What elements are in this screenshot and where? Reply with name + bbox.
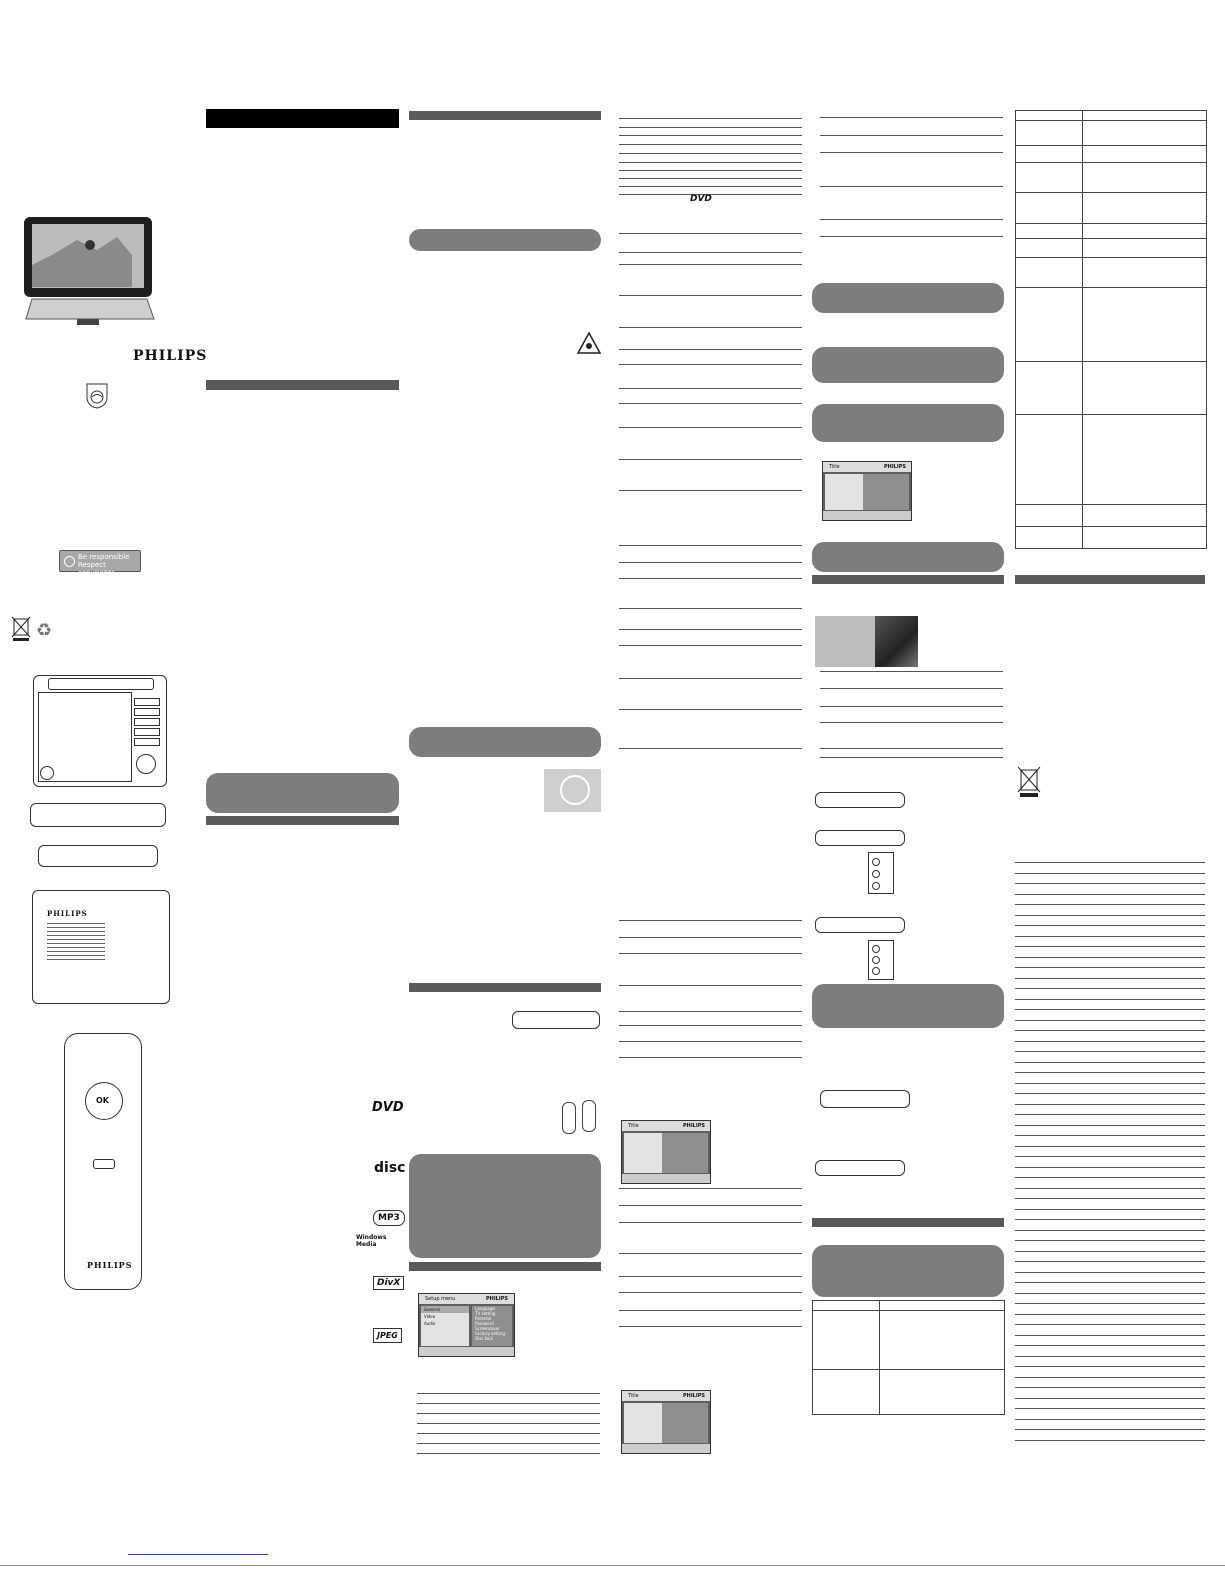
rule (1015, 925, 1205, 926)
rule (820, 688, 1003, 689)
rule (1015, 936, 1205, 937)
note-box-c2 (206, 773, 399, 813)
rule (619, 678, 802, 679)
rule (417, 1413, 600, 1414)
setup-sub-item[interactable]: Screensaver (475, 1326, 500, 1331)
jpeg-logo-text: JPEG (377, 1331, 398, 1340)
remote-brand: PHILIPS (87, 1260, 133, 1270)
file-list-brand-2: PHILIPS (682, 1393, 705, 1399)
rule (1015, 883, 1205, 884)
rule (1015, 1167, 1205, 1168)
rule (1015, 1188, 1205, 1189)
rule (1015, 1114, 1205, 1115)
rule (619, 920, 802, 921)
rule (619, 1041, 802, 1042)
rule (1015, 1135, 1205, 1136)
rule (1015, 1272, 1205, 1273)
section-bar-c5-2 (812, 1218, 1004, 1227)
rule (1015, 1041, 1205, 1042)
rule (619, 295, 802, 296)
note-box-c5-3 (812, 404, 1004, 442)
badge-line-1: Be responsible (78, 553, 130, 561)
rule (820, 748, 1003, 749)
rule (417, 1433, 600, 1434)
note-box-c3-1 (409, 229, 601, 251)
spec-table (1015, 110, 1207, 549)
wma-logo-text: Windows Media (356, 1234, 387, 1248)
rule (1015, 1282, 1205, 1283)
rule (1015, 1398, 1205, 1399)
rule (619, 178, 802, 179)
section-bar-c2-2 (206, 816, 399, 825)
ok-button[interactable]: OK (96, 1096, 109, 1105)
badge-line-2: Respect copyrights (78, 561, 115, 577)
rule (1015, 1408, 1205, 1409)
rule (1015, 1366, 1205, 1367)
rule (820, 757, 1003, 758)
rule (619, 1011, 802, 1012)
dvd-logo-text: DVD (372, 1100, 404, 1115)
section-bar-c6 (1015, 575, 1205, 584)
rule (1015, 873, 1205, 874)
note-box-c5-2 (812, 347, 1004, 383)
title-bar (206, 109, 399, 128)
dvd-video-logo-c4 (690, 194, 712, 204)
device-top-view (33, 675, 167, 787)
rule (619, 403, 802, 404)
note-box-c5-6 (812, 1245, 1004, 1297)
rule (820, 186, 1003, 187)
rule (820, 706, 1003, 707)
rule (1015, 1209, 1205, 1210)
rule (619, 985, 802, 986)
rule (619, 153, 802, 154)
rule (619, 937, 802, 938)
file-list-title: Title (628, 1123, 639, 1129)
rule (619, 578, 802, 579)
disc-logo (374, 1160, 405, 1176)
rule (619, 233, 802, 234)
device-bottom-view (32, 890, 170, 1004)
weee-bin-icon (10, 613, 32, 641)
rule (619, 1292, 802, 1293)
rule (1015, 1009, 1205, 1010)
power-connection-diagram (512, 1011, 600, 1029)
rule (619, 144, 802, 145)
footer-link[interactable] (128, 1554, 268, 1555)
rule (1015, 946, 1205, 947)
rule (1015, 904, 1205, 905)
rule (417, 1393, 600, 1394)
rule (619, 645, 802, 646)
setup-item-audio[interactable]: Audio (424, 1321, 436, 1326)
rule (1015, 1261, 1205, 1262)
file-list-brand-3: PHILIPS (883, 464, 906, 470)
copyright-badge (59, 550, 141, 577)
rule (1015, 1177, 1205, 1178)
section-bar-c3-1 (409, 111, 601, 120)
file-list-title-2: Title (628, 1393, 639, 1399)
rule (619, 327, 802, 328)
file-list-screen-1 (621, 1120, 711, 1184)
file-list-screen-2 (621, 1390, 711, 1454)
rule (1015, 1440, 1205, 1441)
rule (619, 953, 802, 954)
rule (1015, 1303, 1205, 1304)
rule (1015, 894, 1205, 895)
mp3-logo-text: MP3 (378, 1213, 400, 1223)
mp3-logo (373, 1210, 405, 1226)
rule (1015, 1156, 1205, 1157)
rule (1015, 1251, 1205, 1252)
rule (1015, 1093, 1205, 1094)
av-jacks-box (868, 940, 894, 980)
rule (1015, 1314, 1205, 1315)
note-box-c3-3 (409, 1154, 601, 1258)
rule (1015, 1020, 1205, 1021)
rule (619, 490, 802, 491)
tv-jacks-box (868, 852, 894, 894)
setup-sub-item[interactable]: Language (475, 1306, 495, 1311)
rule (619, 1310, 802, 1311)
hearing-warning-icon (577, 332, 601, 354)
note-box-c5-4 (812, 542, 1004, 572)
divx-logo-text: DivX (377, 1278, 401, 1288)
rule (820, 722, 1003, 723)
philips-shield-icon (86, 383, 108, 409)
rule (1015, 957, 1205, 958)
rule (1015, 1356, 1205, 1357)
rule (619, 562, 802, 563)
setup-sub-item[interactable]: Disc lock (475, 1336, 493, 1341)
rule (619, 709, 802, 710)
rule (619, 427, 802, 428)
osd-screenshot (815, 616, 918, 667)
file-list-title-3: Title (829, 464, 840, 470)
setup-menu-screen (418, 1293, 515, 1357)
rule (619, 252, 802, 253)
page-bottom-rule (0, 1565, 1225, 1566)
rule (619, 170, 802, 171)
rule (1015, 915, 1205, 916)
note-box-c5-1 (812, 283, 1004, 313)
tv-connection-diagram (815, 830, 905, 846)
troubleshoot-table-c5 (812, 1300, 1005, 1415)
rule (1015, 1429, 1205, 1430)
amp-diagram (815, 1160, 905, 1176)
rule (820, 236, 1003, 237)
rule (619, 264, 802, 265)
setup-sub-item[interactable]: Password (475, 1321, 494, 1326)
philips-wordmark: PHILIPS (133, 348, 208, 364)
rule (619, 1205, 802, 1206)
rule (1015, 1324, 1205, 1325)
wma-logo (356, 1234, 387, 1248)
rule (619, 1025, 802, 1026)
rule (619, 1326, 802, 1327)
divx-logo (373, 1276, 404, 1290)
product-photo (22, 215, 157, 333)
rule (619, 748, 802, 749)
note-box-c3-2 (409, 727, 601, 757)
battery-diagram (560, 1100, 600, 1150)
rule (820, 152, 1003, 153)
rule (417, 1443, 600, 1444)
setup-item-video[interactable]: Video (424, 1314, 436, 1319)
rule (820, 117, 1003, 118)
rule (1015, 1083, 1205, 1084)
section-bar-c2-1 (206, 380, 399, 390)
rule (417, 1453, 600, 1454)
rule (619, 459, 802, 460)
rule (1015, 988, 1205, 989)
rule (619, 1253, 802, 1254)
rule (619, 608, 802, 609)
rule (1015, 1062, 1205, 1063)
rule (619, 186, 802, 187)
rule (1015, 1051, 1205, 1052)
setup-sub-item[interactable]: Parental (475, 1316, 492, 1321)
rule (417, 1423, 600, 1424)
dvd-logo (372, 1100, 404, 1115)
device-side-panel (38, 845, 158, 867)
rule (619, 127, 802, 128)
section-bar-c3-3 (409, 1262, 601, 1271)
rule (1015, 967, 1205, 968)
disc-logo-text: disc (374, 1160, 406, 1176)
rule (1015, 1030, 1205, 1031)
rule (1015, 1230, 1205, 1231)
weee-bin-icon-c6 (1016, 763, 1042, 797)
rule (1015, 1125, 1205, 1126)
rule (820, 135, 1003, 136)
setup-sub-item[interactable]: Factory setting (475, 1331, 505, 1336)
copyright-icon (64, 556, 75, 567)
rule (1015, 1293, 1205, 1294)
rule (1015, 1146, 1205, 1147)
side-panel-diagram-1 (815, 792, 905, 808)
setup-menu-brand: PHILIPS (485, 1296, 508, 1302)
headphone-diagram (820, 1090, 910, 1108)
disc-handling-image (544, 769, 601, 812)
rule (619, 388, 802, 389)
rule (619, 135, 802, 136)
rule (619, 162, 802, 163)
rule (619, 1188, 802, 1189)
rule (619, 1276, 802, 1277)
rule (619, 1222, 802, 1223)
recycle-icon: ♻ (36, 620, 53, 641)
file-list-screen-3 (822, 461, 912, 521)
remote-control (64, 1033, 142, 1290)
rule (1015, 1104, 1205, 1105)
rule (1015, 978, 1205, 979)
section-bar-c5-1 (812, 575, 1004, 584)
rule (1015, 1345, 1205, 1346)
file-list-brand: PHILIPS (682, 1123, 705, 1129)
rule (619, 1057, 802, 1058)
jpeg-logo (373, 1328, 402, 1343)
device-front-edge (30, 803, 166, 827)
rule (1015, 1335, 1205, 1336)
rule (619, 118, 802, 119)
rule (1015, 999, 1205, 1000)
setup-menu-title: Setup menu (425, 1296, 456, 1302)
av-connection-diagram (815, 917, 905, 933)
section-bar-c3-2 (409, 983, 601, 992)
note-box-c5-5 (812, 984, 1004, 1028)
rule (820, 671, 1003, 672)
setup-sub-item[interactable]: TV setting (475, 1311, 496, 1316)
rule (1015, 1377, 1205, 1378)
rule (1015, 1387, 1205, 1388)
rule (1015, 1072, 1205, 1073)
rule (619, 545, 802, 546)
rule (820, 219, 1003, 220)
dvd-logo-c4-text: DVD (690, 194, 712, 204)
rule (1015, 1219, 1205, 1220)
rule (619, 364, 802, 365)
rule (619, 629, 802, 630)
rule (1015, 1198, 1205, 1199)
rule (1015, 862, 1205, 863)
rule (1015, 1419, 1205, 1420)
setup-item-general[interactable]: General (421, 1306, 469, 1313)
bottom-brand: PHILIPS (47, 909, 88, 918)
rule (417, 1403, 600, 1404)
rule (619, 349, 802, 350)
rule (1015, 1240, 1205, 1241)
